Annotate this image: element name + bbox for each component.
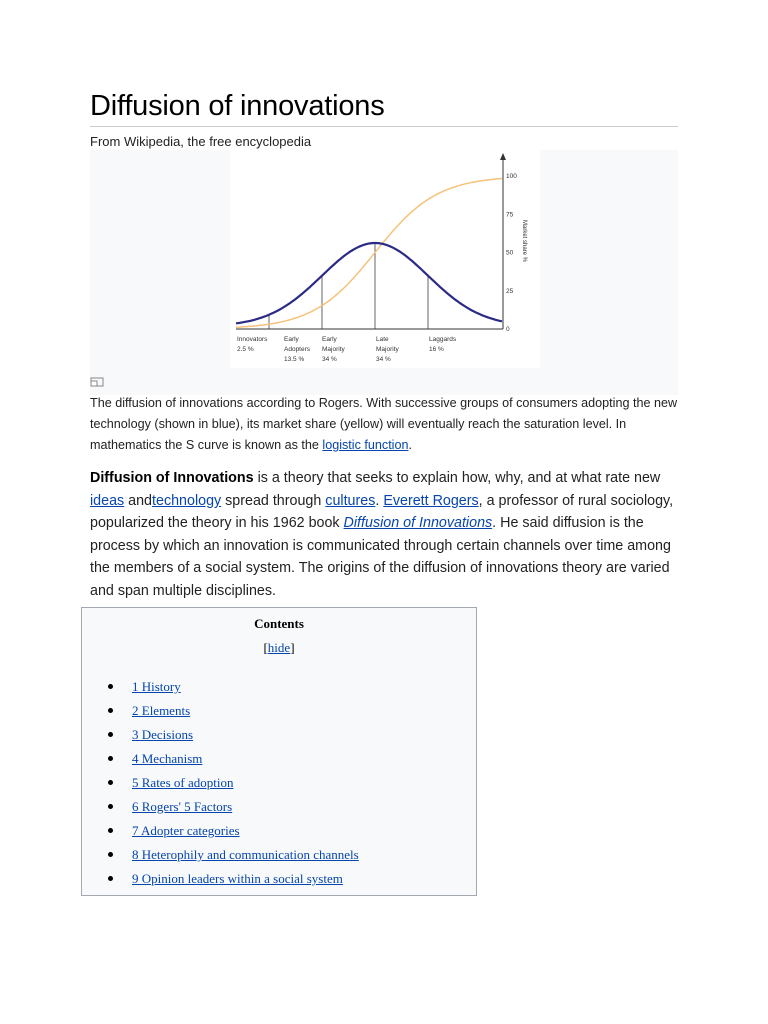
toc-item (108, 702, 359, 726)
article-term: Diffusion of Innovations (90, 470, 254, 486)
toc-link[interactable]: 4 Mechanism (132, 751, 203, 766)
bullet-icon (108, 828, 113, 833)
category-label: Innovators (237, 336, 268, 343)
toc-bracket-close: ] (290, 640, 295, 655)
toc-link[interactable]: 3 Decisions (132, 727, 194, 742)
toc-item (108, 870, 359, 894)
y-tick-label: 75 (506, 211, 514, 219)
caption-text: The diffusion of innovations according to Rogers. With successive groups of consumers adopting the new technology (shown in blue), its market share (yellow) will eventually reach the saturation level. In mathematics the S curve is known as the (90, 396, 678, 452)
category-label: Early (284, 336, 299, 343)
y-axis-arrow (500, 153, 506, 160)
logistic-function-link[interactable]: logistic function (322, 438, 409, 452)
adoption-bell-curve (236, 243, 502, 323)
everett-rogers-link[interactable]: Everett Rogers (383, 492, 479, 509)
bullet-icon (108, 876, 113, 881)
toc-link[interactable]: 8 Heterophily and communication channels (132, 847, 359, 862)
toc-item (108, 678, 359, 702)
y-tick-label: 100 (506, 173, 517, 180)
category-label: Majority (376, 346, 399, 353)
intro-text-2: and (124, 492, 153, 509)
toc-bracket-open: [ (263, 640, 268, 655)
enlarge-icon[interactable] (90, 377, 104, 387)
table-of-contents (81, 607, 477, 896)
intro-text-4: . (375, 492, 384, 509)
intro-text-1: is a theory that seeks to explain how, why, and at what rate new (253, 470, 661, 486)
intro-text-3: spread through (221, 492, 326, 509)
title-divider (90, 126, 678, 127)
toc-item (108, 774, 359, 798)
toc-item (108, 726, 359, 750)
toc-item (108, 846, 359, 870)
toc-link[interactable]: 9 Opinion leaders within a social system (132, 871, 343, 886)
caption-end: . (408, 438, 412, 452)
y-tick-label: 25 (506, 287, 514, 295)
category-labels (237, 336, 457, 363)
bullet-icon (108, 732, 113, 737)
y-axis-label: Market share % (521, 220, 527, 263)
category-label: 2.5 % (237, 346, 254, 353)
y-tick-label: 50 (506, 249, 514, 257)
toc-link[interactable]: 5 Rates of adoption (132, 775, 234, 790)
category-label: Laggards (429, 336, 457, 343)
toc-list (108, 678, 359, 894)
technology-link[interactable]: technology (152, 492, 222, 509)
figure-caption (90, 393, 690, 456)
page-tagline: From Wikipedia, the free encyclopedia (90, 134, 312, 149)
category-label: 34 % (322, 356, 337, 363)
toc-title: Contents (254, 616, 304, 631)
book-link[interactable]: Diffusion of Innovations (343, 515, 493, 532)
y-tick-labels (506, 173, 517, 333)
page-title: Diffusion of innovations (90, 90, 385, 122)
toc-link[interactable]: 2 Elements (132, 703, 191, 718)
bullet-icon (108, 684, 113, 689)
category-label: 16 % (429, 346, 444, 353)
cultures-link[interactable]: cultures (325, 492, 376, 509)
toc-link[interactable]: 1 History (132, 679, 181, 694)
bullet-icon (108, 708, 113, 713)
category-label: Early (322, 336, 337, 343)
toc-item (108, 822, 359, 846)
y-axis (236, 153, 506, 329)
toc-item (108, 750, 359, 774)
bullet-icon (108, 756, 113, 761)
bullet-icon (108, 804, 113, 809)
diffusion-chart[interactable] (230, 150, 540, 368)
category-label: 34 % (376, 356, 391, 363)
category-label: 13.5 % (284, 356, 305, 363)
intro-text-5: , a professor of rural sociology, popularized the theory in his 1962 book (90, 492, 674, 532)
intro-text-6: . He said diffusion is the process by which an innovation is communicated through certain channels over time among the members of a social system. The origins of the diffusion of innovations theory are varied and span multiple disciplines. (90, 515, 671, 599)
toc-link[interactable]: 6 Rogers' 5 Factors (132, 799, 233, 814)
toc-toggle (82, 640, 476, 656)
toc-hide-button[interactable]: hide (267, 640, 291, 655)
category-label: Majority (322, 346, 345, 353)
bullet-icon (108, 780, 113, 785)
ideas-link[interactable]: ideas (90, 492, 125, 509)
category-label: Late (376, 336, 389, 343)
category-label: Adopters (284, 346, 311, 353)
y-tick-label: 0 (506, 326, 510, 333)
intro-paragraph (90, 467, 680, 603)
bullet-icon (108, 852, 113, 857)
toc-item (108, 798, 359, 822)
toc-link[interactable]: 7 Adopter categories (132, 823, 240, 838)
